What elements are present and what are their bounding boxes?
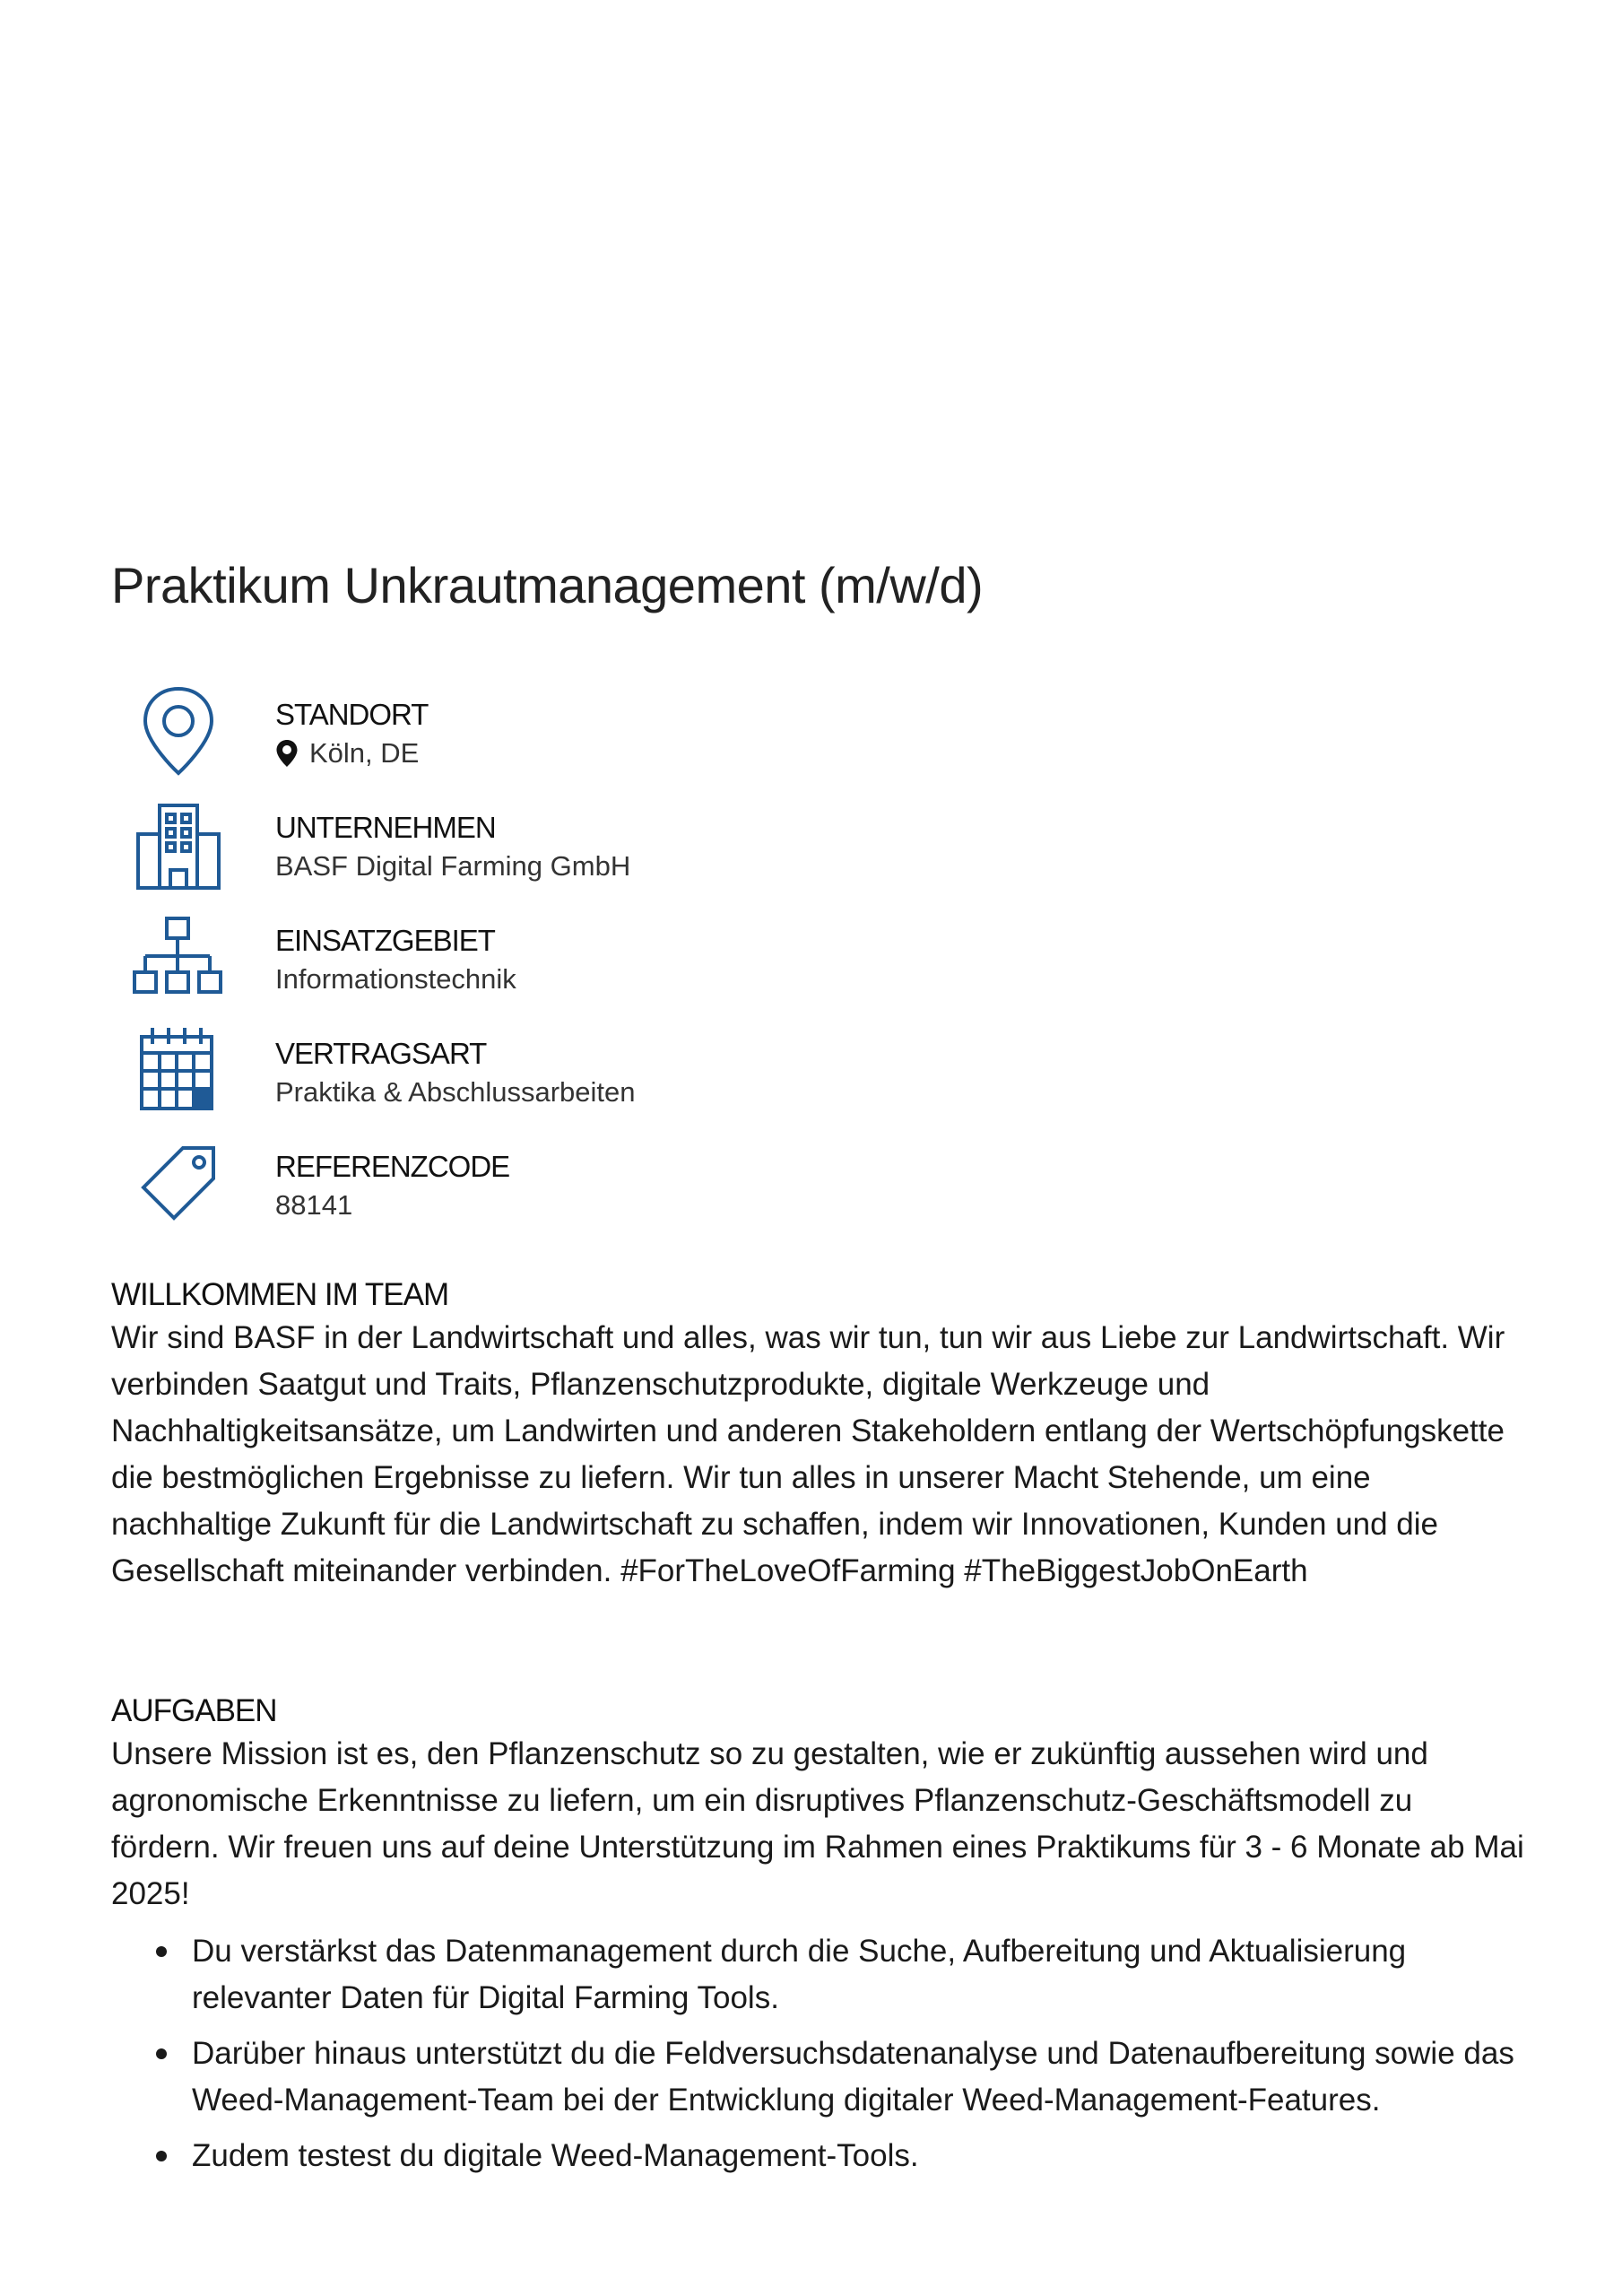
calendar-icon [129, 1021, 228, 1119]
fact-value: BASF Digital Farming GmbH [275, 850, 631, 882]
org-chart-icon [129, 908, 228, 1006]
fact-company [111, 795, 918, 908]
fact-value: 88141 [275, 1189, 353, 1221]
list-item: Zudem testest du digitale Weed-Management-Tools. [192, 2133, 1528, 2179]
list-item: Darüber hinaus unterstützt du die Feldversuchsdatenanalyse und Datenaufbereitung sowie das Weed-Management-Team bei der Entwicklung digitaler Weed-Management-Features. [192, 2031, 1528, 2124]
tasks-heading: AUFGABEN [111, 1693, 277, 1728]
tasks-intro: Unsere Mission ist es, den Pflanzenschutz so zu gestalten, wie er zukünftig aussehen wird und agronomische Erkenntnisse zu liefern, um ein disruptives Pflanzenschutz-Geschäftsmodell zu fördern. Wir freuen uns auf deine Unterstützung im Rahmen eines Praktikums für 3 - 6 Monate ab Mai 2025! [111, 1736, 1524, 1911]
fact-value: Informationstechnik [275, 963, 516, 995]
fact-value: Praktika & Abschlussarbeiten [275, 1076, 636, 1108]
fact-label: UNTERNEHMEN [275, 811, 496, 844]
welcome-heading: WILLKOMMEN IM TEAM [111, 1277, 449, 1312]
fact-value [275, 737, 419, 770]
fact-label: EINSATZGEBIET [275, 924, 495, 957]
job-facts [111, 682, 918, 1247]
location-text: Köln, DE [309, 737, 420, 769]
tag-icon [129, 1134, 228, 1232]
tasks-list [111, 1928, 1528, 2179]
fact-label: VERTRAGSART [275, 1037, 487, 1070]
fact-label: STANDORT [275, 698, 429, 731]
section-tasks [111, 1693, 1528, 2188]
fact-location [111, 682, 918, 795]
job-title: Praktikum Unkrautmanagement (m/w/d) [111, 557, 984, 613]
map-marker-icon [275, 739, 299, 768]
fact-label: REFERENZCODE [275, 1150, 510, 1183]
building-icon [129, 795, 228, 893]
welcome-text: Wir sind BASF in der Landwirtschaft und alles, was wir tun, tun wir aus Liebe zur Landwirtschaft. Wir verbinden Saatgut und Traits, Pflanzenschutzprodukte, digitale Werkzeuge und Nachhaltigkeitsansätze, um Landwirten und anderen Stakeholdern entlang der Wertschöpfungskette die bestmöglichen Ergebnisse zu liefern. Wir tun alles in unserer Macht Stehende, um eine nachhaltige Zukunft für die Landwirtschaft zu schaffen, indem wir Innovationen, Kunden und die Gesellschaft miteinander verbinden. #ForTheLoveOfFarming #TheBiggestJobOnEarth [111, 1320, 1505, 1588]
fact-field [111, 908, 918, 1021]
list-item: Du verstärkst das Datenmanagement durch die Suche, Aufbereitung und Aktualisierung relevanter Daten für Digital Farming Tools. [192, 1928, 1528, 2022]
fact-reference [111, 1134, 918, 1247]
location-pin-icon [129, 682, 228, 780]
section-welcome [111, 1277, 1528, 1595]
fact-contract [111, 1021, 918, 1134]
